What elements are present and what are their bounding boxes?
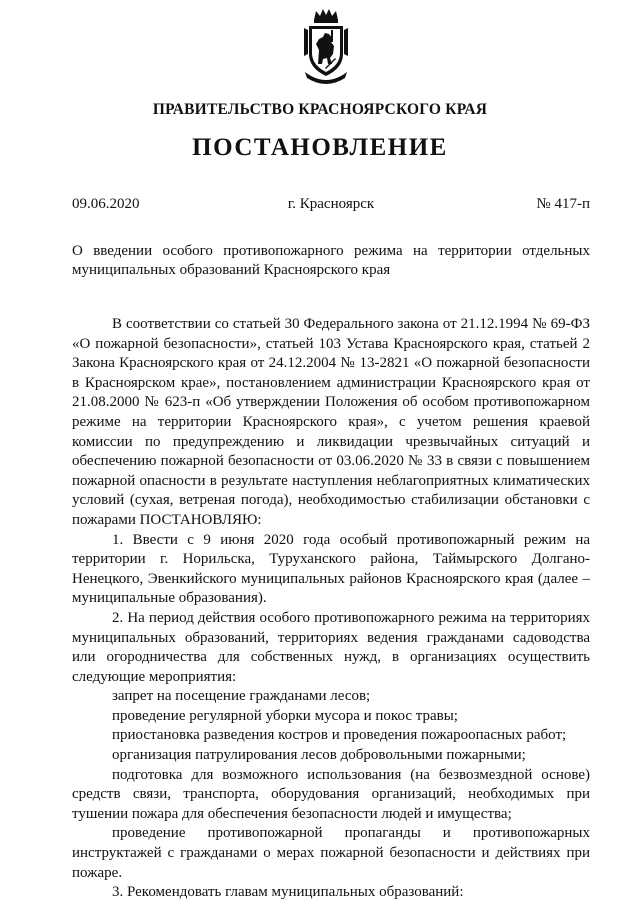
measure-item: запрет на посещение гражданами лесов;	[112, 688, 371, 705]
coat-of-arms-icon	[301, 6, 351, 88]
document-number: № 417-п	[536, 196, 590, 212]
measure-item: подготовка для возможного использования (на безвозмездной основе) средств связи, транспорта, оборудования организаций, необходимых при тушении пожара для обеспечения безопасности людей и имущества;	[72, 766, 590, 822]
measure-item: организация патрулирования лесов добровольными пожарными;	[112, 747, 526, 764]
clause-3: 3. Рекомендовать главам муниципальных образований:	[112, 884, 464, 901]
clause-2: 2. На период действия особого противопожарного режима на территориях муниципальных образований, территориях ведения гражданами садоводства или огородничества для собственных нужд, в организациях осуществить следующие мероприятия:	[72, 609, 590, 685]
measure-item: проведение регулярной уборки мусора и покос травы;	[112, 707, 458, 724]
document-city: г. Красноярск	[287, 196, 375, 212]
document-date: 09.06.2020	[72, 196, 140, 212]
document-body	[72, 315, 590, 903]
document-type-title: ПОСТАНОВЛЕНИЕ	[192, 134, 448, 161]
document-meta	[72, 196, 590, 216]
measure-item: проведение противопожарной пропаганды и противопожарных инструктажей с гражданами о мерах пожарной безопасности и действиях при пожаре.	[72, 825, 590, 881]
preamble-paragraph: В соответствии со статьей 30 Федерального закона от 21.12.1994 № 69-ФЗ «О пожарной безопасности», статьей 103 Устава Красноярского края, статьей 2 Закона Красноярского края от 24.12.2004 № 13-2821 «О пожарной безопасности в Красноярском крае», постановлением администрации Красноярского края от 21.08.2000 № 623-п «Об утверждении Положения об особом противопожарном режиме на территории Красноярского края», с учетом решения краевой комиссии по предупреждению и ликвидации чрезвычайных ситуаций и обеспечению пожарной безопасности от 03.06.2020 № 33 в связи с повышением пожарной опасности в результате наступления неблагоприятных климатических условий (сухая, ветреная погода), необходимостью стабилизации обстановки с пожарами ПОСТАНОВЛЯЮ:	[72, 316, 590, 528]
clause-1: 1. Ввести с 9 июня 2020 года особый противопожарный режим на территории г. Норильска, Туруханского района, Таймырского Долгано-Ненецкого, Эвенкийского муниципальных районов Красноярского края (далее – муниципальные образования).	[72, 531, 590, 607]
organization-title: ПРАВИТЕЛЬСТВО КРАСНОЯРСКОГО КРАЯ	[152, 101, 488, 118]
document-subject: О введении особого противопожарного режима на территории отдельных муниципальных образований Красноярского края	[72, 243, 590, 278]
measure-item: приостановка разведения костров и проведения пожароопасных работ;	[112, 727, 567, 744]
